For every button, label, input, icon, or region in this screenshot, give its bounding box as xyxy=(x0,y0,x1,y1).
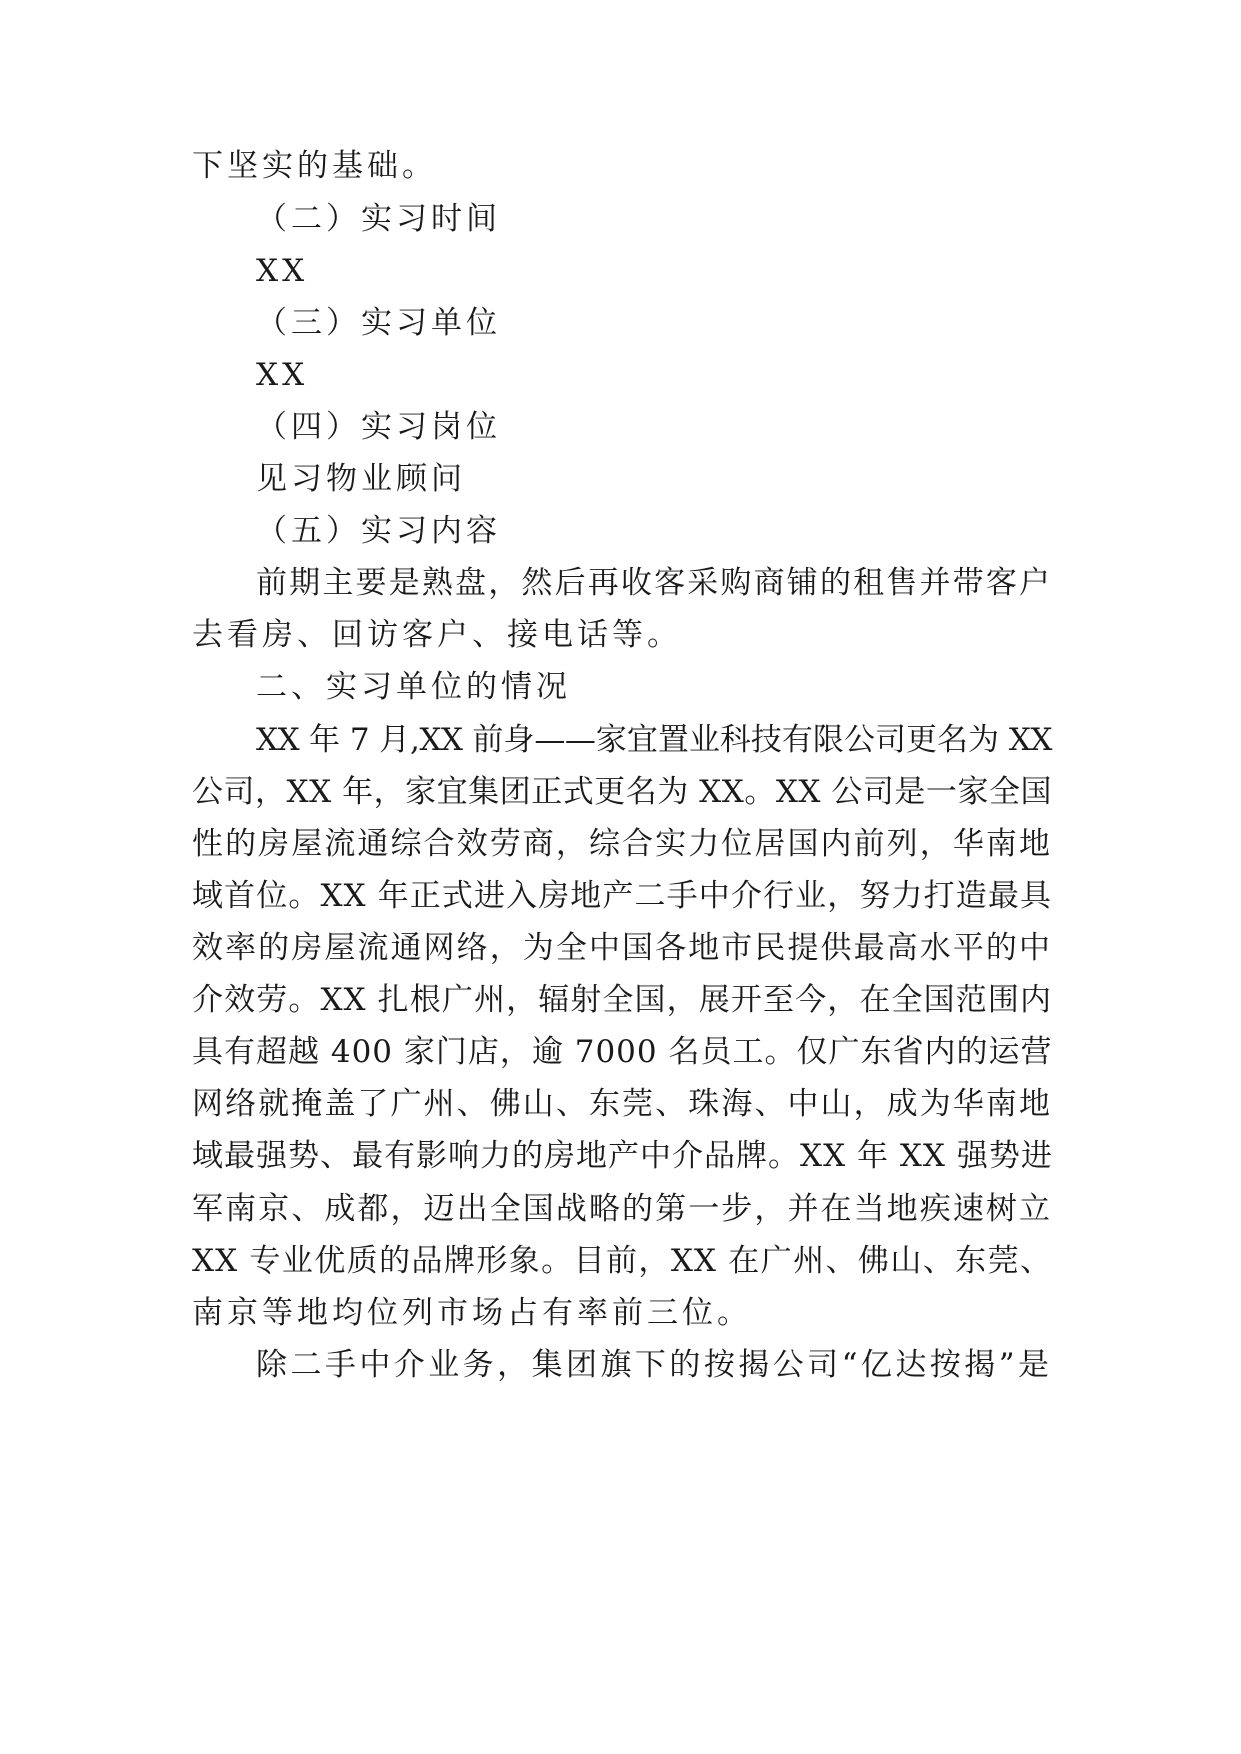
paragraph-line: XX xyxy=(256,357,309,393)
paragraph-line: XX 专业优质的品牌形象。目前，XX 在广州、佛山、东莞、 xyxy=(192,1243,1052,1279)
paragraph-line: 公司，XX 年，家宜集团正式更名为 XX。XX 公司是一家全国 xyxy=(192,774,1052,810)
paragraph-line: 具有超越 400 家门店，逾 7000 名员工。仅广东省内的运营 xyxy=(192,1034,1053,1070)
section-heading: （四）实习岗位 xyxy=(256,409,501,445)
paragraph-line: 网络就掩盖了广州、佛山、东莞、珠海、中山，成为华南地 xyxy=(192,1086,1052,1122)
paragraph-line: 军南京、成都，迈出全国战略的第一步，并在当地疾速树立 xyxy=(192,1191,1052,1227)
paragraph-line: 除二手中介业务，集团旗下的按揭公司“亿达按揭”是 xyxy=(256,1347,1052,1383)
section-heading: （三）实习单位 xyxy=(256,305,501,341)
paragraph-line: 效率的房屋流通网络，为全中国各地市民提供最高水平的中 xyxy=(192,930,1052,966)
paragraph-line: 域首位。XX 年正式进入房地产二手中介行业，努力打造最具 xyxy=(192,878,1052,914)
paragraph-line: 下坚实的基础。 xyxy=(192,148,437,184)
section-heading: （五）实习内容 xyxy=(256,513,501,549)
section-heading: （二）实习时间 xyxy=(256,201,501,237)
paragraph-line: 介效劳。XX 扎根广州，辐射全国，展开至今，在全国范围内 xyxy=(192,982,1052,1018)
paragraph-line: 性的房屋流通综合效劳商，综合实力位居国内前列，华南地 xyxy=(192,826,1052,862)
paragraph-line: XX xyxy=(256,253,309,289)
paragraph-line: 南京等地均位列市场占有率前三位。 xyxy=(192,1295,752,1331)
paragraph-line: XX 年 7 月,XX 前身——家宜置业科技有限公司更名为 XX xyxy=(256,722,1052,758)
paragraph-line: 前期主要是熟盘，然后再收客采购商铺的租售并带客户 xyxy=(256,565,1052,601)
paragraph-line: 见习物业顾问 xyxy=(256,461,466,497)
paragraph-line: 去看房、回访客户、接电话等。 xyxy=(192,617,682,653)
paragraph-line: 域最强势、最有影响力的房地产中介品牌。XX 年 XX 强势进 xyxy=(192,1138,1053,1174)
section-heading: 二、实习单位的情况 xyxy=(256,669,571,705)
